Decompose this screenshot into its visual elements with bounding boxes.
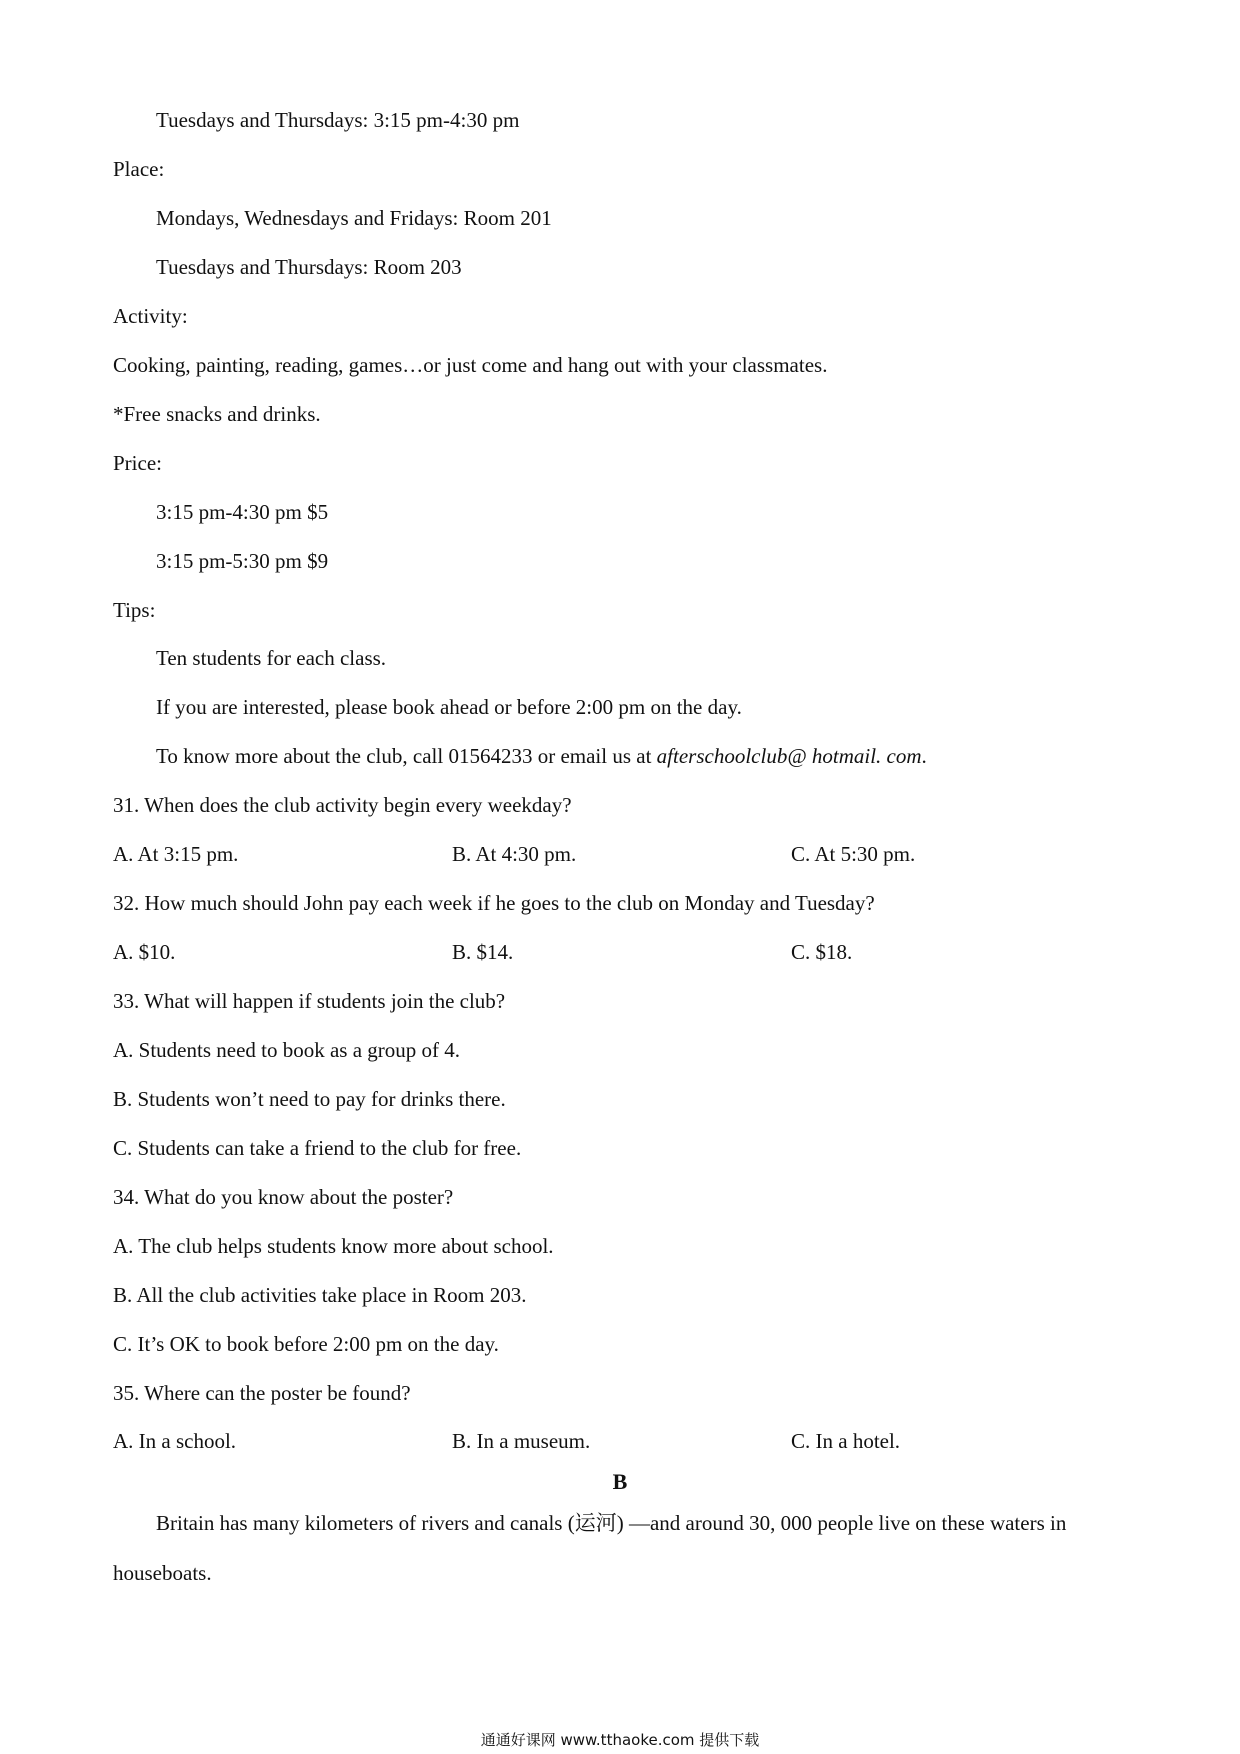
place-mwf: Mondays, Wednesdays and Fridays: Room 201: [156, 206, 552, 230]
question-32-option-a: A. $10.: [113, 940, 176, 964]
tip-booking: If you are interested, please book ahead or before 2:00 pm on the day.: [156, 695, 742, 719]
question-32-option-c: C. $18.: [791, 940, 853, 964]
section-b-paragraph-line-2: houseboats.: [113, 1561, 212, 1585]
question-34-option-c: C. It’s OK to book before 2:00 pm on the day.: [113, 1332, 499, 1356]
tip-contact: [156, 743, 927, 769]
question-32-option-b: B. $14.: [452, 940, 514, 964]
question-34-stem: 34. What do you know about the poster?: [113, 1185, 454, 1209]
section-b-paragraph-line-1: Britain has many kilometers of rivers and canals (运河) —and around 30, 000 people live on these waters in: [156, 1511, 1067, 1535]
activity-text: Cooking, painting, reading, games…or just come and hang out with your classmates.: [113, 353, 828, 377]
question-35-option-a: A. In a school.: [113, 1429, 237, 1453]
tip-contact-suffix: .: [921, 744, 927, 768]
price-short: 3:15 pm-4:30 pm $5: [156, 500, 329, 524]
question-34-option-b: B. All the club activities take place in Room 203.: [113, 1283, 527, 1307]
schedule-time-tue-thu: Tuesdays and Thursdays: 3:15 pm-4:30 pm: [156, 108, 520, 132]
question-33-stem: 33. What will happen if students join the club?: [113, 989, 506, 1013]
question-35-option-b: B. In a museum.: [452, 1429, 591, 1453]
question-33-option-a: A. Students need to book as a group of 4.: [113, 1038, 461, 1062]
question-34-option-a: A. The club helps students know more about school.: [113, 1234, 554, 1258]
tip-contact-prefix: To know more about the club, call 01564233 or email us at: [156, 744, 657, 768]
question-33-option-c: C. Students can take a friend to the club for free.: [113, 1136, 522, 1160]
price-long: 3:15 pm-5:30 pm $9: [156, 549, 329, 573]
question-31-option-a: A. At 3:15 pm.: [113, 842, 239, 866]
question-32-stem: 32. How much should John pay each week if he goes to the club on Monday and Tuesday?: [113, 891, 875, 915]
question-33-option-b: B. Students won’t need to pay for drinks there.: [113, 1087, 506, 1111]
question-31-option-c: C. At 5:30 pm.: [791, 842, 916, 866]
section-b-title: B: [612, 1469, 628, 1494]
page-footer: 通通好课网 www.tthaoke.com 提供下载: [480, 1731, 760, 1749]
tip-class-size: Ten students for each class.: [156, 646, 387, 670]
question-35-stem: 35. Where can the poster be found?: [113, 1381, 411, 1405]
question-31-option-b: B. At 4:30 pm.: [452, 842, 577, 866]
contact-email: afterschoolclub@ hotmail. com: [656, 744, 922, 768]
snacks-note: *Free snacks and drinks.: [113, 402, 321, 426]
place-label: Place:: [113, 157, 165, 181]
activity-label: Activity:: [113, 304, 188, 328]
tips-label: Tips:: [113, 598, 156, 622]
question-31-stem: 31. When does the club activity begin every weekday?: [113, 793, 572, 817]
question-35-option-c: C. In a hotel.: [791, 1429, 901, 1453]
place-tue-thu: Tuesdays and Thursdays: Room 203: [156, 255, 462, 279]
price-label: Price:: [113, 451, 162, 475]
